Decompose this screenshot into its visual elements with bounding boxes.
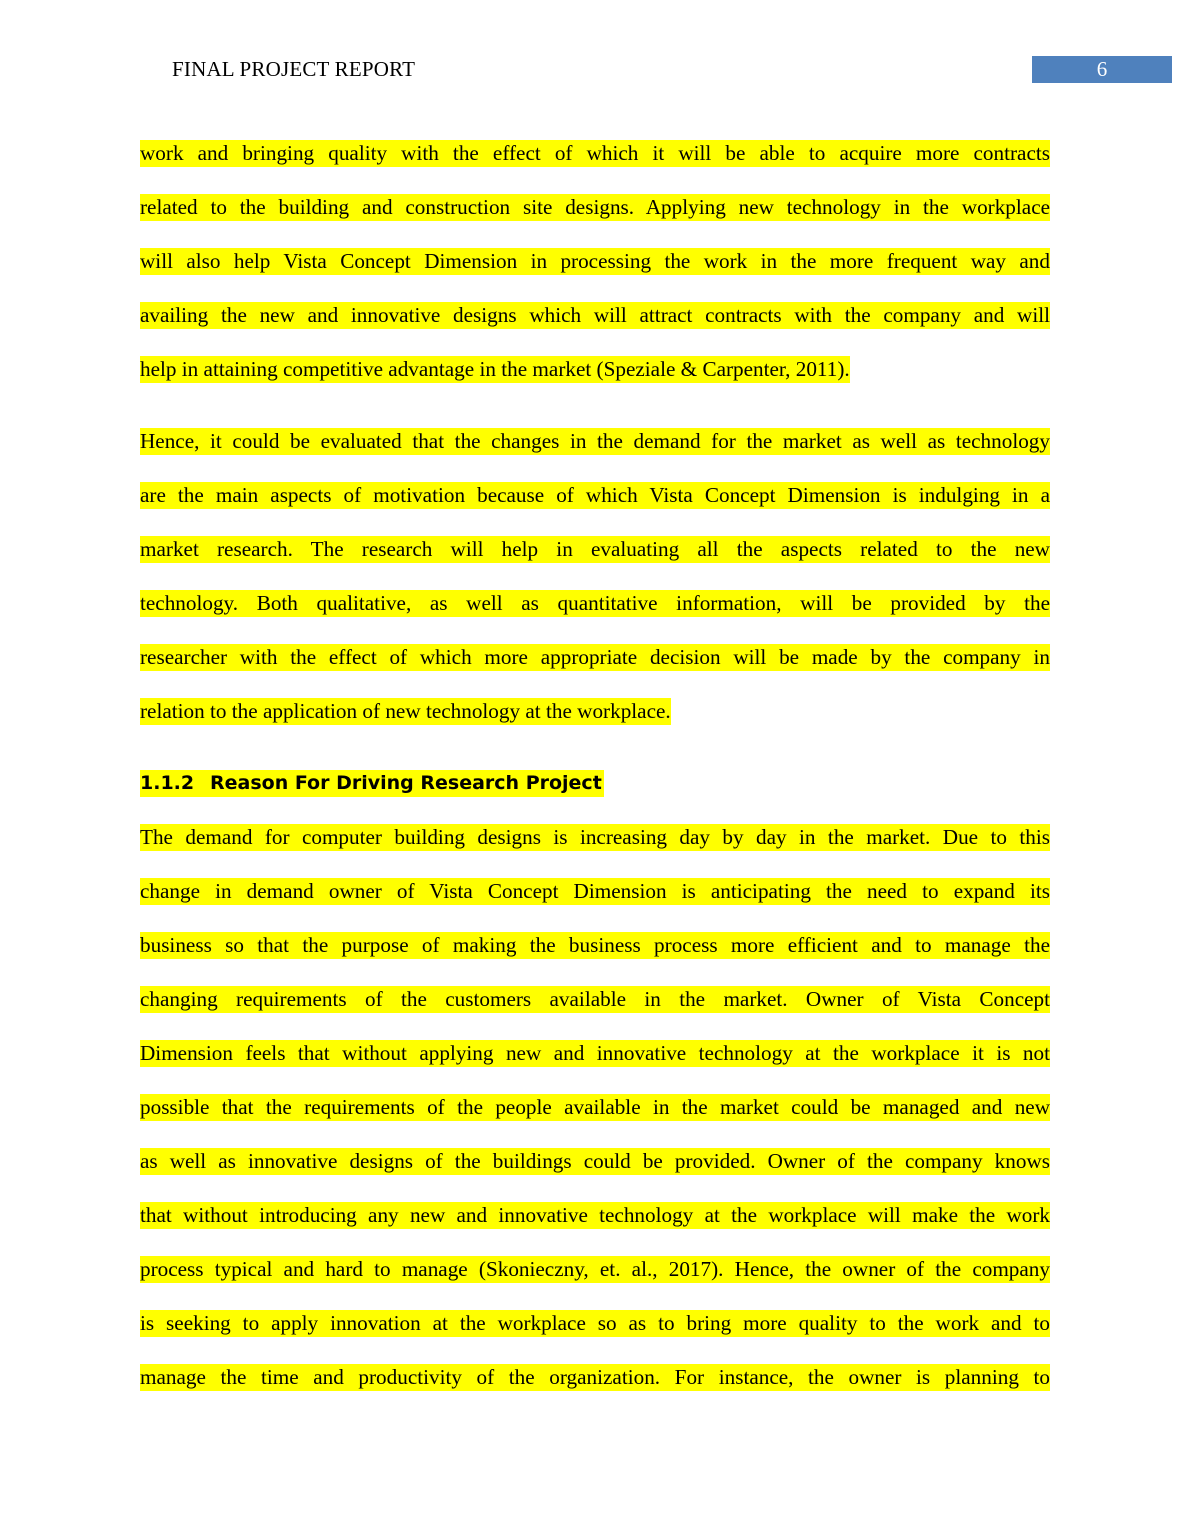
text-line: The demand for computer building designs is increasing day by day in the market. Due to this: [140, 825, 1050, 849]
section-title: Reason For Driving Research Project: [210, 772, 602, 794]
section-number: 1.1.2: [140, 772, 195, 794]
text-line: will also help Vista Concept Dimension in processing the work in the more frequent way and: [140, 249, 1050, 273]
text-line: change in demand owner of Vista Concept Dimension is anticipating the need to expand its: [140, 879, 1050, 903]
text-line: is seeking to apply innovation at the workplace so as to bring more quality to the work and to: [140, 1311, 1050, 1335]
paragraph-1: [140, 140, 1050, 410]
text-line: work and bringing quality with the effect of which it will be able to acquire more contracts: [140, 141, 1050, 165]
running-header-title: FINAL PROJECT REPORT: [172, 57, 416, 81]
text-line: business so that the purpose of making the business process more efficient and to manage the: [140, 933, 1050, 957]
text-line: availing the new and innovative designs which will attract contracts with the company and will: [140, 303, 1050, 327]
text-line: possible that the requirements of the people available in the market could be managed and new: [140, 1095, 1050, 1119]
text-line: Dimension feels that without applying new and innovative technology at the workplace it is not: [140, 1041, 1050, 1065]
text-line: changing requirements of the customers available in the market. Owner of Vista Concept: [140, 987, 1050, 1011]
text-line: are the main aspects of motivation because of which Vista Concept Dimension is indulging in a: [140, 483, 1050, 507]
text-line: process typical and hard to manage (Skonieczny, et. al., 2017). Hence, the owner of the company: [140, 1257, 1050, 1281]
paragraph-2: [140, 428, 1050, 752]
page-number-badge: 6: [1032, 56, 1172, 83]
text-line: researcher with the effect of which more appropriate decision will be made by the company in: [140, 645, 1050, 669]
text-line: Hence, it could be evaluated that the changes in the demand for the market as well as technology: [140, 429, 1050, 453]
text-line: that without introducing any new and innovative technology at the workplace will make the work: [140, 1203, 1050, 1227]
text-line: relation to the application of new technology at the workplace.: [140, 699, 671, 723]
section-heading: [140, 770, 604, 797]
text-line: manage the time and productivity of the organization. For instance, the owner is planning to: [140, 1365, 1050, 1389]
text-line: technology. Both qualitative, as well as quantitative information, will be provided by the: [140, 591, 1050, 615]
text-line: market research. The research will help in evaluating all the aspects related to the new: [140, 537, 1050, 561]
text-line: related to the building and construction site designs. Applying new technology in the workplace: [140, 195, 1050, 219]
paragraph-3: [140, 824, 1050, 1418]
text-line: help in attaining competitive advantage in the market (Speziale & Carpenter, 2011).: [140, 357, 850, 381]
text-line: as well as innovative designs of the buildings could be provided. Owner of the company knows: [140, 1149, 1050, 1173]
